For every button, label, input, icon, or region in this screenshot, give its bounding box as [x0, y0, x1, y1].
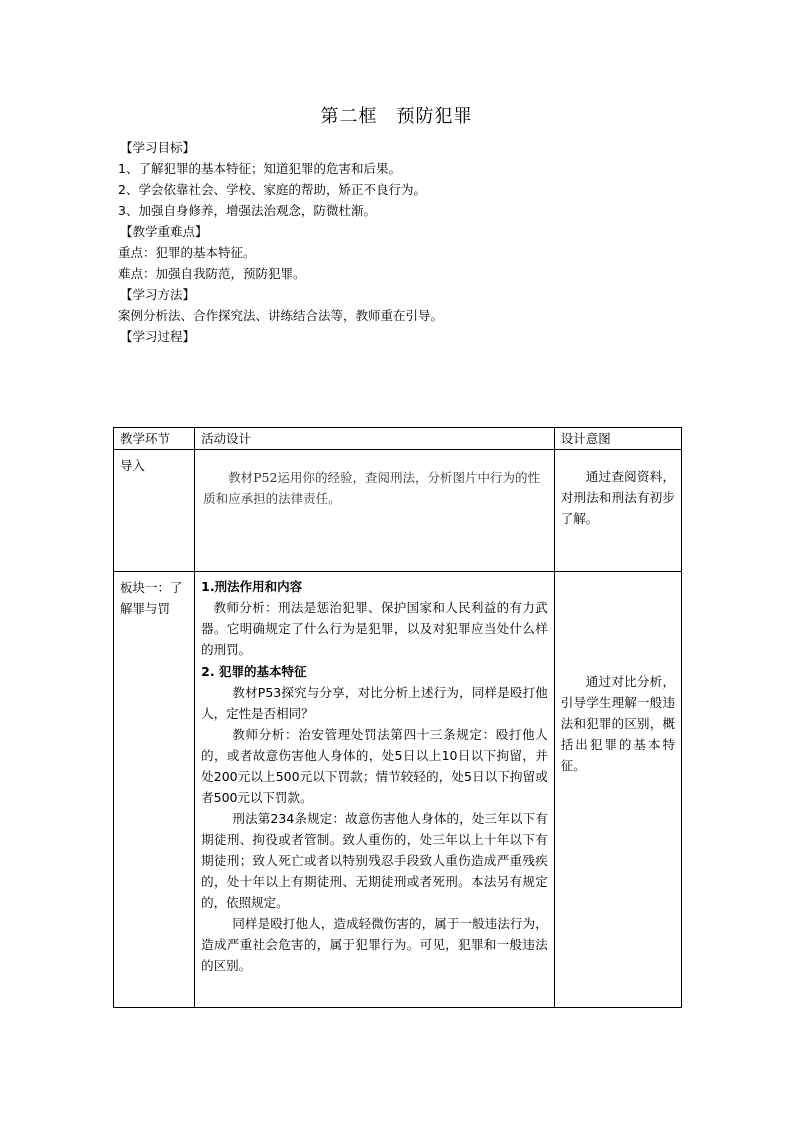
goal-item: 2、学会依靠社会、学校、家庭的帮助，矫正不良行为。	[118, 182, 426, 197]
activity-cell	[195, 572, 555, 1008]
stage-cell	[114, 572, 195, 1008]
section-paragraph: 教师分析：治安管理处罚法第四十三条规定：殴打他人的，或者故意伤害他人身体的，处5日以上10日以下拘留，并处200元以上500元以下罚款；情节较轻的，处5日以下拘留或者500元以下罚款。	[201, 727, 548, 805]
design-cell	[554, 450, 681, 572]
header-cell	[114, 428, 195, 450]
difficulty-heading: 【教学重难点】	[120, 224, 208, 239]
page-title: 第二框 预防犯罪	[320, 106, 473, 127]
design-cell	[554, 572, 681, 1008]
goal-item: 1、了解犯罪的基本特征；知道犯罪的危害和后果。	[118, 161, 401, 176]
design-text: 通过对比分析，引导学生理解一般违法和犯罪的区别，概括出犯罪的基本特征。	[560, 674, 675, 773]
header-cell	[195, 428, 555, 450]
header-activity: 活动设计	[201, 431, 252, 446]
goal-item: 3、加强自身修养，增强法治观念，防微杜渐。	[118, 203, 376, 218]
section-title: 1.刑法作用和内容	[201, 579, 303, 594]
section-title: 2. 犯罪的基本特征	[201, 664, 307, 679]
goals-heading: 【学习目标】	[120, 140, 196, 155]
table-row	[114, 572, 682, 1008]
hard-point: 难点：加强自我防范，预防犯罪。	[118, 266, 306, 281]
design-text: 通过查阅资料，对刑法和刑法有初步了解。	[560, 469, 675, 526]
header-design: 设计意图	[560, 431, 611, 446]
header-cell	[554, 428, 681, 450]
intro-section	[118, 137, 698, 347]
stage-cell	[114, 450, 195, 572]
activity-cell	[195, 450, 555, 572]
key-point: 重点：犯罪的基本特征。	[118, 245, 256, 260]
header-stage: 教学环节	[120, 431, 171, 446]
process-heading: 【学习过程】	[120, 329, 196, 344]
section-paragraph: 教材P53探究与分享，对比分析上述行为，同样是殴打他人，定性是否相同？	[201, 685, 548, 721]
stage-label: 板块一：了解罪与罚	[120, 580, 183, 616]
method-heading: 【学习方法】	[120, 287, 196, 302]
lesson-table	[113, 427, 682, 1008]
section-paragraph: 同样是殴打他人，造成轻微伤害的，属于一般违法行为，造成严重社会危害的，属于犯罪行为。可见，犯罪和一般违法的区别。	[201, 916, 548, 973]
method-text: 案例分析法、合作探究法、讲练结合法等，教师重在引导。	[118, 308, 444, 323]
table-row	[114, 450, 682, 572]
stage-label: 导入	[120, 458, 146, 473]
handwritten-activity-text: 教材P52运用你的经验，查阅刑法，分析图片中行为的性质和应承担的法律责任。	[203, 470, 540, 506]
section-paragraph: 刑法第234条规定：故意伤害他人身体的，处三年以下有期徒刑、拘役或者管制。致人重伤的，处三年以上十年以下有期徒刑；致人死亡或者以特别残忍手段致人重伤造成严重残疾的，处十年以上有期徒刑、无期徒刑或者死刑。本法另有规定的，依照规定。	[201, 811, 548, 910]
table-header-row	[114, 428, 682, 450]
section-paragraph: 教师分析：刑法是惩治犯罪、保护国家和人民利益的有力武器。它明确规定了什么行为是犯罪，以及对犯罪应当处什么样的刑罚。	[201, 600, 548, 657]
